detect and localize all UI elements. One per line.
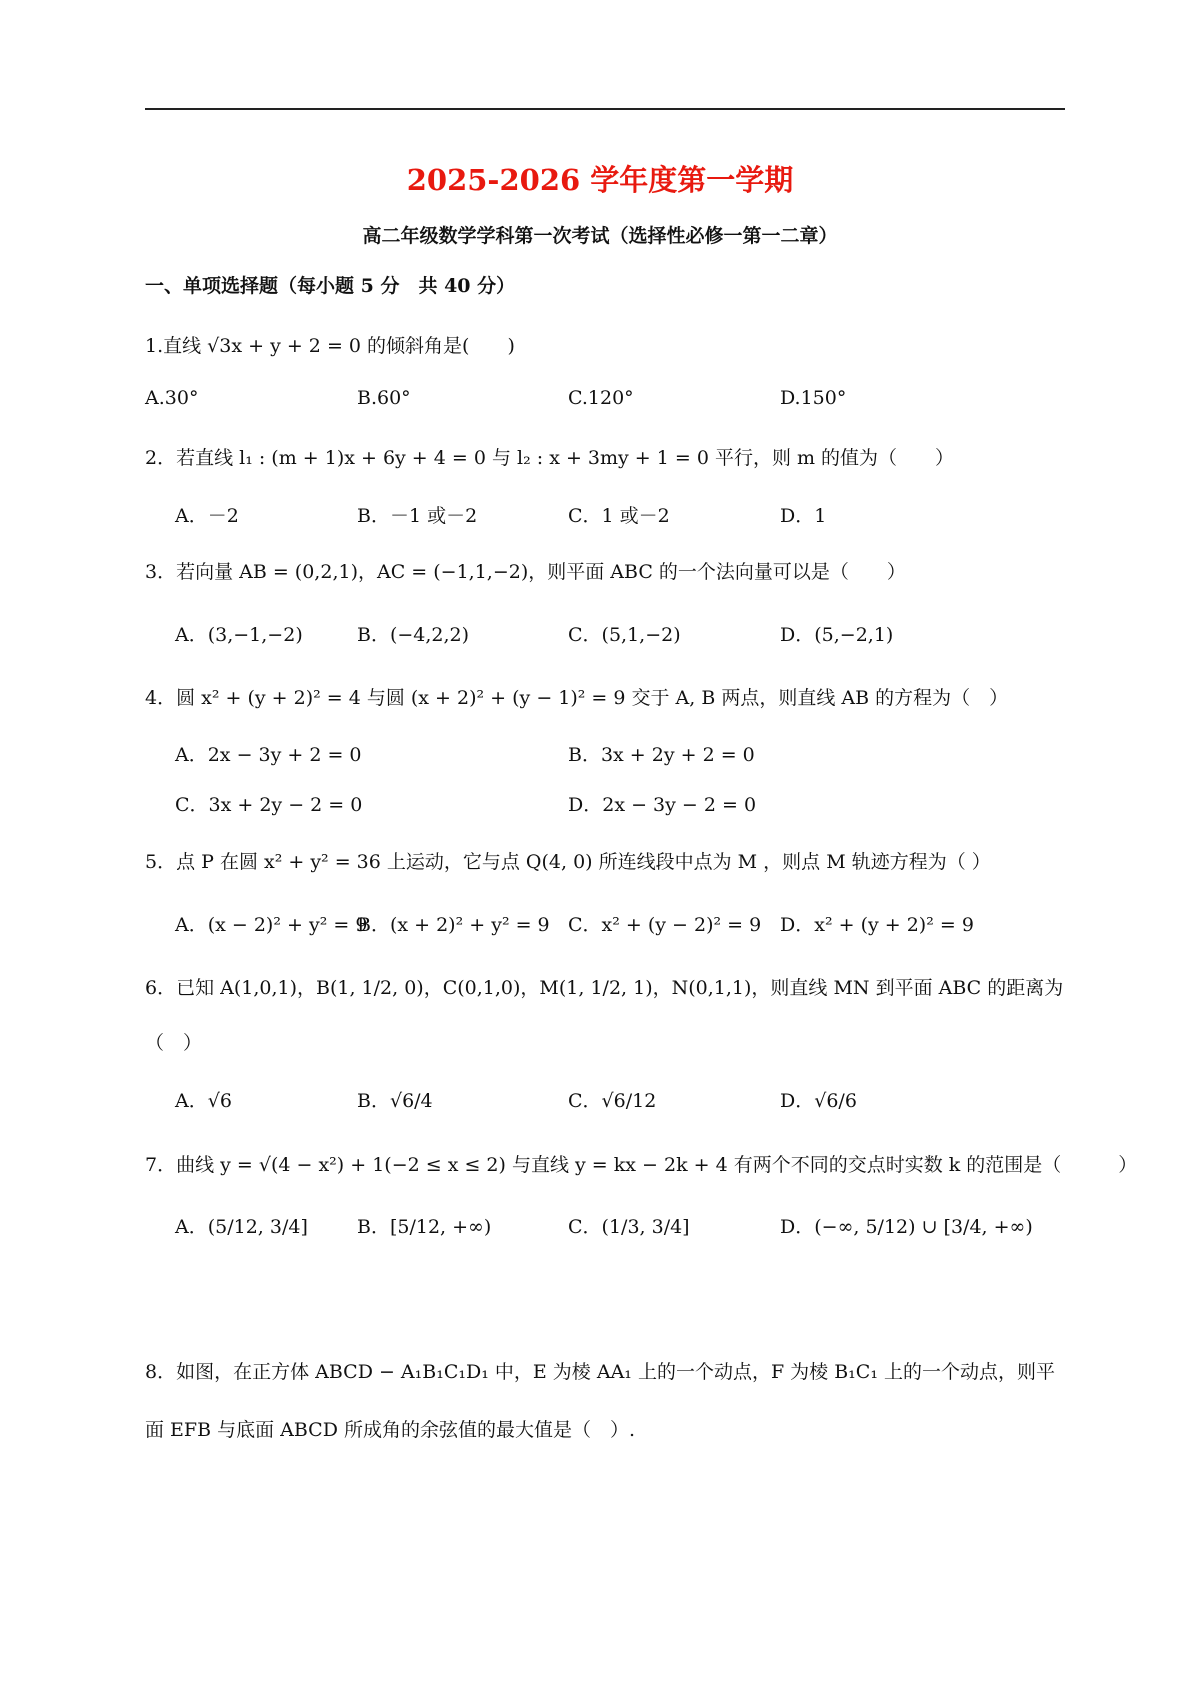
q1-option-b: B.60° (357, 387, 411, 409)
q5-option-a: A．(x − 2)² + y² = 9 (175, 914, 368, 936)
q5-option-b: B．(x + 2)² + y² = 9 (357, 914, 550, 936)
header-rule (145, 108, 1065, 110)
q4-option-a: A．2x − 3y + 2 = 0 (175, 744, 362, 766)
q7-option-b: B．[5/12, +∞) (357, 1216, 492, 1238)
question-1-stem: 1.直线 √3x + y + 2 = 0 的倾斜角是( ) (145, 335, 515, 357)
q1-option-d: D.150° (780, 387, 847, 409)
question-6-stem-cont: （ ） (145, 1032, 203, 1054)
q2-option-a: A．－2 (175, 505, 239, 527)
q3-option-a: A．(3,−1,−2) (175, 624, 303, 646)
q1-option-a: A.30° (145, 387, 199, 409)
question-5-stem: 5．点 P 在圆 x² + y² = 36 上运动，它与点 Q(4, 0) 所连线段中点为 M ，则点 M 轨迹方程为（ ） (145, 851, 991, 873)
q2-option-d: D．1 (780, 505, 827, 527)
q6-option-c: C．√6/12 (568, 1090, 657, 1112)
q5-option-d: D．x² + (y + 2)² = 9 (780, 914, 974, 936)
q4-option-b: B．3x + 2y + 2 = 0 (568, 744, 755, 766)
q3-option-c: C．(5,1,−2) (568, 624, 681, 646)
q7-option-a: A．(5/12, 3/4] (175, 1216, 308, 1238)
question-2-stem: 2．若直线 l₁ : (m + 1)x + 6y + 4 = 0 与 l₂ : x + 3my + 1 = 0 平行，则 m 的值为（ ） (145, 447, 955, 469)
q6-option-d: D．√6/6 (780, 1090, 857, 1112)
q7-option-c: C．(1/3, 3/4] (568, 1216, 690, 1238)
question-8-stem-cont: 面 EFB 与底面 ABCD 所成角的余弦值的最大值是（ ）. (145, 1419, 636, 1441)
q4-option-c: C．3x + 2y − 2 = 0 (175, 794, 363, 816)
q3-option-b: B．(−4,2,2) (357, 624, 470, 646)
q2-option-c: C．1 或－2 (568, 505, 670, 527)
q3-option-d: D．(5,−2,1) (780, 624, 894, 646)
question-3-stem: 3．若向量 AB = (0,2,1)，AC = (−1,1,−2)，则平面 ABC 的一个法向量可以是（ ） (145, 561, 906, 583)
q1-option-c: C.120° (568, 387, 634, 409)
q7-option-d: D．(−∞, 5/12) ∪ [3/4, +∞) (780, 1216, 1033, 1238)
question-7-stem: 7．曲线 y = √(4 − x²) + 1(−2 ≤ x ≤ 2) 与直线 y = kx − 2k + 4 有两个不同的交点时实数 k 的范围是（ ） (145, 1154, 1138, 1176)
question-6-stem: 6．已知 A(1,0,1)，B(1, 1/2, 0)，C(0,1,0)，M(1, 1/2, 1)，N(0,1,1)，则直线 MN 到平面 ABC 的距离为 (145, 977, 1064, 999)
exam-subtitle: 高二年级数学学科第一次考试（选择性必修一第一二章） (362, 225, 838, 247)
q4-option-d: D．2x − 3y − 2 = 0 (568, 794, 757, 816)
q6-option-b: B．√6/4 (357, 1090, 433, 1112)
q2-option-b: B．－1 或－2 (357, 505, 478, 527)
question-4-stem: 4．圆 x² + (y + 2)² = 4 与圆 (x + 2)² + (y − 1)² = 9 交于 A, B 两点，则直线 AB 的方程为（ ） (145, 687, 1009, 709)
section-heading: 一、单项选择题（每小题 5 分 共 40 分） (145, 275, 516, 297)
question-8-stem: 8．如图，在正方体 ABCD − A₁B₁C₁D₁ 中，E 为棱 AA₁ 上的一个动点，F 为棱 B₁C₁ 上的一个动点，则平 (145, 1361, 1055, 1383)
q6-option-a: A．√6 (175, 1090, 232, 1112)
exam-title: 2025-2026 学年度第一学期 (406, 163, 794, 197)
q5-option-c: C．x² + (y − 2)² = 9 (568, 914, 762, 936)
